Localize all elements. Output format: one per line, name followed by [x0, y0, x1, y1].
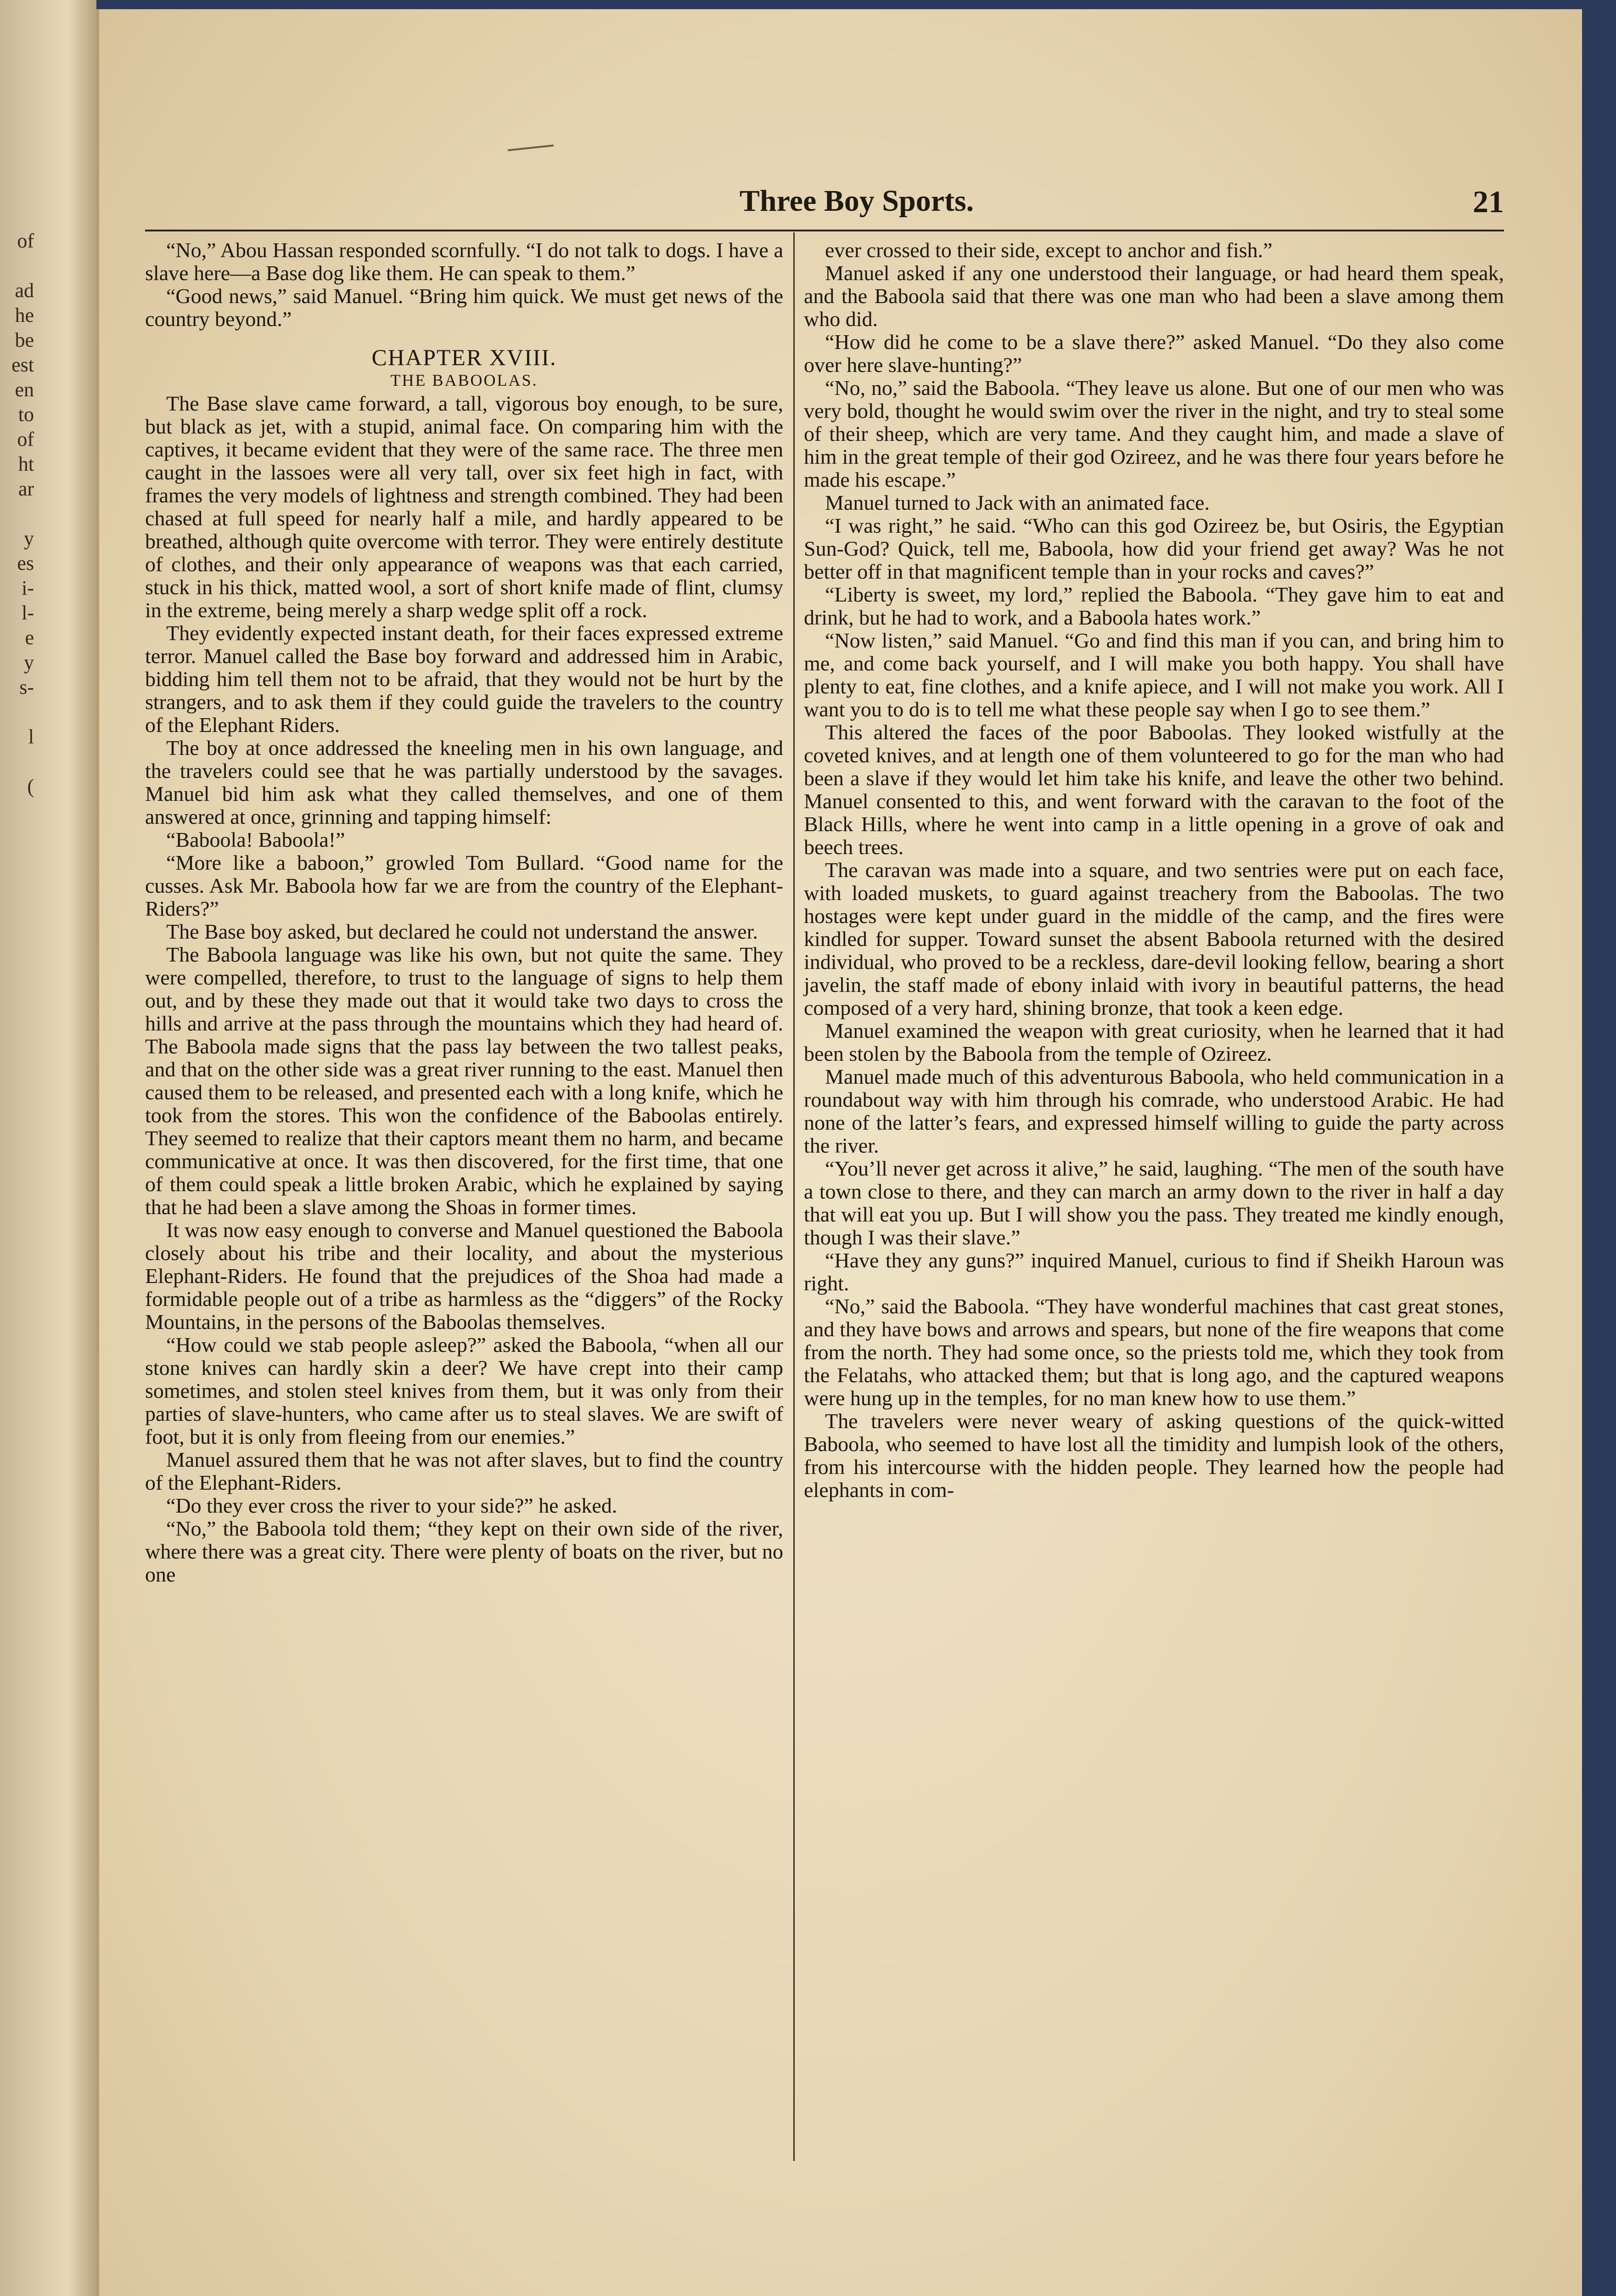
paragraph: The caravan was made into a square, and two sentries were put on each face, with loaded muskets, to guard against treachery from the Baboolas. The two hostages were kept under guard in the middle of the camp, and the fires were kindled for supper. Toward sunset the absent Baboola returned with the desired individual, who proved to be a reckless, dare-devil looking fellow, bearing a short javelin, the staff made of ebony inlaid with ivory in beautiful patterns, the head composed of a very hard, shining bronze, that took a keen edge. — [804, 858, 1504, 1019]
running-title: Three Boy Sports. — [739, 184, 974, 218]
facing-page-fragment: he — [15, 304, 34, 326]
page-number: 21 — [1473, 184, 1504, 219]
paragraph: “Liberty is sweet, my lord,” replied the Baboola. “They gave him to eat and drink, but he had to work, and a Baboola hates work.” — [804, 583, 1504, 629]
facing-page-fragment: of — [17, 230, 34, 252]
paragraph: “Baboola! Baboola!” — [166, 828, 345, 851]
paragraph: The Base slave came forward, a tall, vigorous boy enough, to be sure, but black as jet, with a stupid, animal face. On comparing him with the captives, it became evident that they were of the same race. The three men caught in the lassoes were all very tall, over six feet high in fact, with frames the very models of lightness and strength combined. They had been chased at full speed for nearly half a mile, and hardly appeared to be breathed, although quite overcome with terror. They were entirely destitute of clothes, and their only appearance of weapons was that each carried, stuck in his thick, matted wool, a sort of short knife made of flint, clumsy in the extreme, being merely a sharp wedge split off a rock. — [145, 392, 783, 622]
paragraph: “No,” Abou Hassan responded scornfully. “I do not talk to dogs. I have a slave here—a Base dog like them. He can speak to them.” — [145, 238, 783, 285]
header-rule — [145, 230, 1504, 231]
paragraph: Manuel examined the weapon with great curiosity, when he learned that it had been stolen by the Baboola from the temple of Ozireez. — [804, 1019, 1504, 1065]
facing-page-fragment: es — [17, 552, 34, 574]
facing-page-fragment: ar — [18, 478, 34, 500]
paragraph: They evidently expected instant death, for their faces expressed extreme terror. Manuel called the Base boy forward and addressed him in Arabic, bidding him tell them not to be afraid, that they would not be hurt by the strangers, and to ask them if they could guide the travelers to the country of the Elephant Riders. — [145, 621, 783, 737]
paragraph: “No,” the Baboola told them; “they kept on their own side of the river, where there was a great city. There were plenty of boats on the river, but no one — [145, 1517, 783, 1586]
ink-mark — [508, 145, 554, 151]
facing-page-fragment: l- — [22, 602, 34, 624]
paragraph: The travelers were never weary of asking questions of the quick-witted Baboola, who seemed to have lost all the timidity and lumpish look of the others, from his intercourse with the hidden people. They learned how the people had elephants in com- — [804, 1409, 1504, 1502]
paragraph: It was now easy enough to converse and Manuel questioned the Baboola closely about his tribe and their locality, and about the mysterious Elephant-Riders. He found that the prejudices of the Shoa had made a formidable people out of a tribe as harmless as the “diggers” of the Rocky Mountains, in the persons of the Baboolas themselves. — [145, 1218, 783, 1334]
facing-page-fragment: ad — [15, 279, 34, 302]
chapter-subtitle: THE BABOOLAS. — [390, 371, 538, 389]
running-header — [154, 184, 1504, 225]
facing-page-fragment: l — [28, 726, 34, 748]
facing-page-fragment: ( — [27, 775, 34, 798]
facing-page-fragment: y — [24, 651, 34, 674]
paragraph: “Now listen,” said Manuel. “Go and find this man if you can, and bring him to me, and come back yourself, and I will make you both happy. You shall have plenty to eat, fine clothes, and a knife apiece, and I will not make you work. All I want you to do is to tell me what these people say when I go to see them.” — [804, 629, 1504, 721]
paragraph: ever crossed to their side, except to anchor and fish.” — [825, 238, 1273, 262]
right-column-body — [804, 239, 1504, 1502]
paragraph: “More like a baboon,” growled Tom Bullard. “Good name for the cusses. Ask Mr. Baboola how far we are from the country of the Elephant-Riders?” — [145, 851, 783, 920]
paragraph: Manuel turned to Jack with an animated face. — [825, 491, 1210, 514]
paragraph: “How did he come to be a slave there?” asked Manuel. “Do they also come over here slave-hunting?” — [804, 330, 1504, 377]
facing-page-fragment: be — [15, 329, 34, 351]
facing-page-fragment: en — [15, 378, 34, 401]
left-column-body — [145, 392, 783, 1586]
paragraph: “How could we stab people asleep?” asked the Baboola, “when all our stone knives can hardly skin a deer? We have crept into their camp sometimes, and stolen steel knives from them, but it was only from their parties of slave-hunters, who came after us to steal slaves. We are swift of foot, but it is only from fleeing from our enemies.” — [145, 1333, 783, 1448]
paragraph: Manuel asked if any one understood their language, or had heard them speak, and the Baboola said that there was one man who had been a slave among them who did. — [804, 261, 1504, 331]
paragraph: “No, no,” said the Baboola. “They leave us alone. But one of our men who was very bold, thought he would swim over the river in the night, and try to steal some of their sheep, which are very tame. And they caught him, and made a slave of him in the great temple of their god Ozireez, and he was there four years before he made his escape.” — [804, 376, 1504, 491]
paragraph: Manuel assured them that he was not after slaves, but to find the country of the Elephant-Riders. — [145, 1448, 783, 1494]
paragraph: The Base boy asked, but declared he could not understand the answer. — [166, 920, 758, 943]
facing-page-fragment: of — [17, 428, 34, 450]
paragraph: Manuel made much of this adventurous Baboola, who held communication in a roundabout way with him through his comrade, who understood Arabic. He had none of the latter’s fears, and expressed himself willing to guide the party across the river. — [804, 1065, 1504, 1157]
facing-page-fragment: s- — [19, 676, 34, 698]
paragraph: The boy at once addressed the kneeling men in his own language, and the travelers could see that he was partially understood by the savages. Manuel bid him ask what they called themselves, and one of them answered at once, grinning and tapping himself: — [145, 736, 783, 828]
facing-page-fragment: est — [11, 354, 34, 376]
facing-page-fragment: to — [18, 403, 34, 426]
column-divider — [793, 232, 795, 2161]
facing-page-edge — [0, 0, 96, 2296]
chapter-title: CHAPTER XVIII. — [371, 344, 557, 370]
right-column — [804, 239, 1504, 1502]
paragraph: “You’ll never get across it alive,” he said, laughing. “The men of the south have a town close to there, and they can march an army down to the river in half a day that will eat you up. But I will show you the pass. They treated me kindly enough, though I was their slave.” — [804, 1157, 1504, 1249]
paragraph: “Have they any guns?” inquired Manuel, curious to find if Sheikh Haroun was right. — [804, 1249, 1504, 1295]
facing-page-fragment: y — [24, 527, 34, 550]
paragraph: This altered the faces of the poor Baboolas. They looked wistfully at the coveted knives, and at length one of them volunteered to go for the man who had been a slave if they would let him take his knife, and leave the other two behind. Manuel consented to this, and went forward with the caravan to the foot of the Black Hills, where he went into camp in a little opening in a grove of oak and beech trees. — [804, 720, 1504, 859]
paragraph: The Baboola language was like his own, but not quite the same. They were compelled, therefore, to trust to the language of signs to help them out, and by these they made out that it would take two days to cross the hills and arrive at the pass through the mountains which they had heard of. The Baboola made signs that the pass lay between the two tallest peaks, and that on the other side was a great river running to the east. Manuel then caused them to be released, and presented each with a long knife, which he took from the stores. This won the confidence of the Baboolas entirely. They seemed to realize that their captors meant them no harm, and became communicative at once. It was then discovered, for the first time, that one of them could speak a little broken Arabic, which he explained by saying that he had been a slave among the Shoas in former times. — [145, 943, 783, 1219]
facing-page-fragment: e — [25, 626, 34, 649]
paragraph: “No,” said the Baboola. “They have wonderful machines that cast great stones, and they have bows and arrows and spears, but none of the fire weapons that come from the north. They had some once, so the priests told me, which they took from the Felatahs, who attacked them; but that is long ago, and the captured weapons were hung up in the temples, for no man knew how to use them.” — [804, 1294, 1504, 1410]
facing-page-fragment: ht — [18, 453, 34, 475]
left-column — [145, 239, 783, 1586]
paragraph: “Do they ever cross the river to your side?” he asked. — [166, 1494, 617, 1517]
paragraph: “I was right,” he said. “Who can this god Ozireez be, but Osiris, the Egyptian Sun-God? Quick, tell me, Baboola, how did your friend get away? Was he not better off in that magnificent temple than in your rocks and caves?” — [804, 514, 1504, 583]
book-page — [96, 9, 1582, 2296]
paragraph: “Good news,” said Manuel. “Bring him quick. We must get news of the country beyond.” — [145, 284, 783, 331]
facing-page-fragment: i- — [22, 577, 34, 599]
